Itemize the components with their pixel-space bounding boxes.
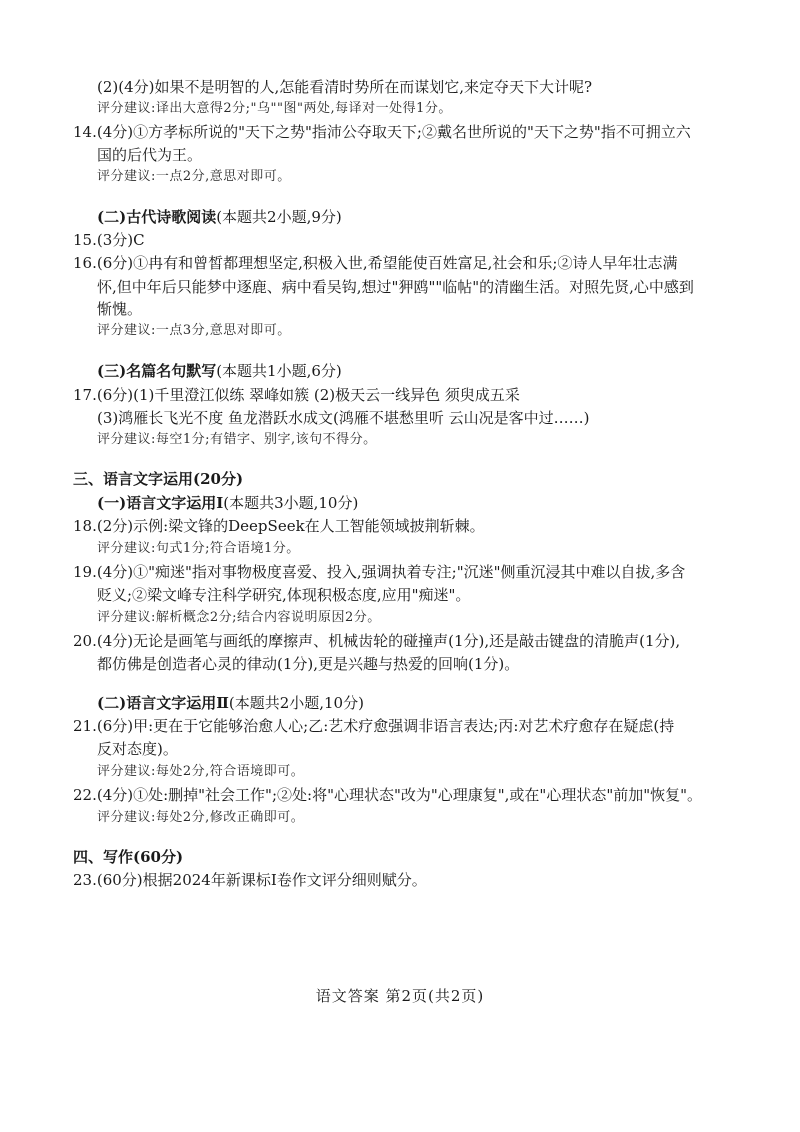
line-23-answer: 23.(60分)根据2024年新课标Ⅰ卷作文评分细则赋分。 — [73, 871, 427, 889]
subsection-poetry-heading — [97, 207, 342, 227]
line-18-answer: 18.(2分)示例:梁文锋的DeepSeek在人工智能领域披荆斩棘。 — [73, 517, 485, 535]
section-four-heading: 四、写作(60分) — [73, 848, 184, 866]
line-14-answer: 14.(4分)①方孝标所说的"天下之势"指沛公夺取天下;②戴名世所说的"天下之势"指不可拥立六 — [73, 123, 691, 141]
subsection-language2-heading — [97, 693, 364, 713]
subsection-language1-title: (一)语言文字运用Ⅰ — [97, 494, 224, 512]
line-17-answer: 17.(6分)(1)千里澄江似练 翠峰如簇 (2)极天云一线异色 须臾成五采 — [73, 386, 520, 404]
subsection-poetry-title: (二)古代诗歌阅读 — [97, 208, 217, 226]
section-three-heading: 三、语言文字运用(20分) — [73, 470, 244, 488]
subsection-recitation-title: (三)名篇名句默写 — [97, 362, 217, 380]
line-22-scoring-note: 评分建议:每处2分,修改正确即可。 — [97, 810, 305, 825]
line-15-answer: 15.(3分)C — [73, 231, 145, 249]
subsection-language2-title: (二)语言文字运用Ⅱ — [97, 694, 229, 712]
line-20-answer: 20.(4分)无论是画笔与画纸的摩擦声、机械齿轮的碰撞声(1分),还是敲击键盘的清脆声(1分), — [73, 632, 681, 650]
line-17-scoring-note: 评分建议:每空1分;有错字、别字,该句不得分。 — [97, 432, 377, 447]
line-20-answer-cont: 都仿佛是创造者心灵的律动(1分),更是兴趣与热爱的回响(1分)。 — [97, 655, 520, 673]
line-16-answer-cont1: 怀,但中年后只能梦中逐鹿、病中看吴钩,想过"狎鸥""临帖"的清幽生活。对照先贤,心中感到 — [97, 278, 694, 296]
line-17-answer-cont: (3)鸿雁长飞光不度 鱼龙潜跃水成文(鸿雁不堪愁里听 云山况是客中过……) — [97, 409, 590, 427]
line-22-answer: 22.(4分)①处:删掉"社会工作";②处:将"心理状态"改为"心理康复",或在"心理状态"前加"恢复"。 — [73, 786, 703, 804]
line-14-answer-cont: 国的后代为王。 — [97, 146, 203, 164]
line-16-answer-cont2: 惭愧。 — [97, 300, 143, 318]
subsection-language1-heading — [97, 493, 358, 513]
line-21-answer: 21.(6分)甲:更在于它能够治愈人心;乙:艺术疗愈强调非语言表达;丙:对艺术疗愈存在疑虑(持 — [73, 717, 675, 735]
line-19-scoring-note: 评分建议:解析概念2分;结合内容说明原因2分。 — [97, 610, 381, 625]
subsection-recitation-info: (本题共1小题,6分) — [216, 362, 342, 380]
subsection-language2-info: (本题共2小题,10分) — [228, 694, 364, 712]
line-13-scoring-note: 评分建议:译出大意得2分;"乌""图"两处,每译对一处得1分。 — [97, 101, 452, 116]
line-21-scoring-note: 评分建议:每处2分,符合语境即可。 — [97, 764, 305, 779]
line-13-2-answer: (2)(4分)如果不是明智的人,怎能看清时势所在而谋划它,来定夺天下大计呢? — [97, 78, 593, 96]
page-footer: 语文答案 第2页(共2页) — [315, 987, 485, 1005]
subsection-poetry-info: (本题共2小题,9分) — [216, 208, 342, 226]
subsection-recitation-heading — [97, 361, 342, 381]
line-14-scoring-note: 评分建议:一点2分,意思对即可。 — [97, 169, 291, 184]
line-16-answer: 16.(6分)①冉有和曾皙都理想坚定,积极入世,希望能使百姓富足,社会和乐;②诗人早年壮志满 — [73, 254, 678, 272]
line-21-answer-cont: 反对态度)。 — [97, 740, 178, 758]
subsection-language1-info: (本题共3小题,10分) — [223, 494, 359, 512]
line-19-answer: 19.(4分)①"痴迷"指对事物极度喜爱、投入,强调执着专注;"沉迷"侧重沉浸其中难以自拔,多含 — [73, 563, 686, 581]
line-19-answer-cont: 贬义;②梁文峰专注科学研究,体现积极态度,应用"痴迷"。 — [97, 586, 471, 604]
line-16-scoring-note: 评分建议:一点3分,意思对即可。 — [97, 323, 291, 338]
line-18-scoring-note: 评分建议:句式1分;符合语境1分。 — [97, 541, 300, 556]
